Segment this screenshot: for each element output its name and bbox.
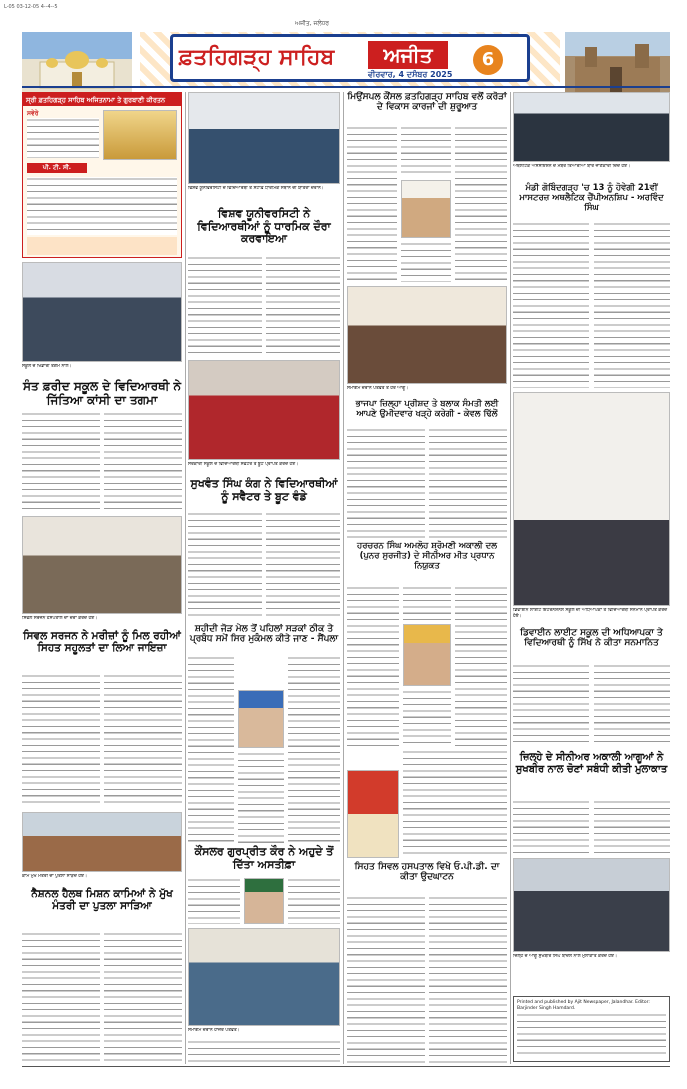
civil-surgeon-photo [22,516,182,614]
nhm-headline: ਨੈਸ਼ਨਲ ਹੈਲਥ ਮਿਸ਼ਨ ਕਾਮਿਆਂ ਨੇ ਮੁੱਖ ਮੰਤਰੀ ਦਾ ਪੁਤਲਾ ਸਾੜਿਆ [31,888,173,913]
sidebar-text-2 [27,177,177,235]
vishv-university-text-col2 [266,256,340,356]
page-number-badge: 6 [473,45,503,75]
jor-mel-text-col3 [238,752,284,846]
gobindgarh-text-col1 [513,222,589,388]
masthead-fort-photo [565,32,670,92]
nhm-photo [22,812,182,872]
gobindgarh-photo [513,92,670,162]
sidebar-text-1 [27,118,99,158]
councillor-headline: ਕੌਂਸਲਰ ਗੁਰਪ੍ਰੀਤ ਕੌਰ ਨੇ ਅਹੁਦੇ ਤੋਂ ਦਿੱਤਾ ਅਸਤੀਫ਼ਾ [194,845,334,871]
sukhwant-photo [188,360,340,460]
nhm-caption: ਕਾਮੇ ਮੁੱਖ ਮੰਤਰੀ ਦਾ ਪੁਤਲਾ ਸਾੜਦੇ ਹੋਏ। [22,874,88,879]
column-rule-2 [343,92,344,1064]
bjp-text-col1 [347,428,425,538]
civil-surgeon-caption: ਸਿਵਲ ਸਰਜਨ ਹਸਪਤਾਲ ਦਾ ਦੌਰਾ ਕਰਦੇ ਹੋਏ। [22,616,98,621]
civil-surgeon-text-col1 [22,674,100,806]
vishv-university-caption: ਵਿਸ਼ਵ ਯੂਨੀਵਰਸਿਟੀ ਦੇ ਵਿਦਿਆਰਥੀ ਤੇ ਸਟਾਫ਼ ਧਾਰਮਿਕ ਸਥਾਨ ਦੀ ਯਾਤਰਾ ਦੌਰਾਨ। [188,186,324,191]
tirath-text-col4 [455,126,507,282]
sukhwant-text-col2 [266,512,340,620]
bjp-headline: ਭਾਜਪਾ ਜ਼ਿਲ੍ਹਾ ਪ੍ਰੀਸ਼ਦ ਤੇ ਬਲਾਕ ਸੰਮਤੀ ਲਈ ਆਪਣੇ ਉਮੀਦਵਾਰ ਖੜ੍ਹੇ ਕਰੇਗੀ - ਕੇਵਲ ਢਿੱਲੋਂ [355,399,499,419]
tirath-portrait [401,180,451,238]
clinic-text-col3 [429,896,507,1064]
golden-temple-photo [103,110,177,160]
vishv-university-text-col1 [188,256,262,356]
tirath-text-col1 [347,126,397,282]
senior-akali-headline: ਜ਼ਿਲ੍ਹੇ ਦੇ ਸੀਨੀਅਰ ਅਕਾਲੀ ਆਗੂਆਂ ਨੇ ਸੁਖਬੀਰ ਨਾਲ ਚੋਣਾਂ ਸਬੰਧੀ ਕੀਤੀ ਮੁਲਾਕਾਤ [515,752,668,775]
bottom-event-caption: ਸਮਾਗਮ ਦੌਰਾਨ ਹਾਜ਼ਰ ਪਤਵੰਤੇ। [188,1028,240,1033]
temple-icon [22,32,132,92]
nhm-text-col1 [22,932,100,1062]
senior-akali-text-col2 [594,800,670,854]
masthead-temple-photo [22,32,132,92]
bottom-event-photo [188,928,340,1026]
gobindgarh-text-col2 [594,222,670,388]
sidebar-title: ਸ੍ਰੀ ਫ਼ਤਹਿਗੜ੍ਹ ਸਾਹਿਬ ਅਜਿਤਨਾਮਾ ਤੇ ਗੁਰਬਾਣੀ ਕੀਰਤਨ [23,93,181,106]
tirath-headline: ਮਿਉਂਸਪਲ ਕੌਂਸਲ ਫ਼ਤਹਿਗੜ੍ਹ ਸਾਹਿਬ ਵਲੋਂ ਕਰੋੜਾਂ ਦੇ ਵਿਕਾਸ ਕਾਰਜਾਂ ਦੀ ਸ਼ੁਰੂਆਤ [347,92,507,113]
bottom-rule [22,1066,670,1067]
sidebar-note [27,237,177,255]
issue-date: ਵੀਰਵਾਰ, 4 ਦਸੰਬਰ 2025 [368,70,453,79]
brand-logo: ਅਜੀਤ [368,41,448,69]
sant-farid-text-col2 [104,412,182,512]
masthead-title-box [170,34,530,82]
sidebar-label-2: ਪੀ. ਟੀ. ਸੀ. [27,163,87,173]
divine-light-caption: ਡਿਵਾਈਨ ਲਾਈਟ ਇੰਟਰਨੈਸ਼ਨਲ ਸਕੂਲ ਦੀ ਅਧਿਆਪਕਾ ਤੇ ਵਿਦਿਆਰਥੀ ਸਨਮਾਨ ਪ੍ਰਾਪਤ ਕਰਦੇ ਹੋਏ। [513,608,668,619]
harcharan-headline: ਹਰਚਰਨ ਸਿੰਘ ਅਮਲੋਹ ਸ਼੍ਰੋਮਣੀ ਅਕਾਲੀ ਦਲ (ਪੁਨਰ ਸੁਰਜੀਤ) ਦੇ ਸੀਨੀਅਰ ਮੀਤ ਪ੍ਰਧਾਨ ਨਿਯੁਕਤ [356,541,498,571]
sant-farid-text-col1 [22,412,100,512]
senior-akali-photo [513,858,670,952]
masthead-tagline: ਅਜੀਤ, ਜਲੰਧਰ [295,20,330,27]
jor-mel-portrait [238,690,284,748]
tirath-caption: ਸਮਾਗਮ ਦੌਰਾਨ ਪਤਵੰਤੇ ਤੇ ਹੋਰ ਆਗੂ। [347,386,409,391]
sidebar-box [22,92,182,258]
tirath-photo [347,286,507,384]
harcharan-text-col1 [347,586,399,746]
harcharan-text-col4 [455,586,507,746]
divine-light-text-col2 [594,664,670,744]
divine-light-photo [513,392,670,606]
fort-icon [565,32,670,92]
imprint-text: Printed and published by Ajit Newspaper, Jalandhar. Editor: Barjinder Singh Hamdard. [517,1000,650,1011]
sidebar-label-1: ਸਵੇਰੇ [27,110,39,117]
clinic-text-col2 [347,896,425,1064]
section-title: ਫ਼ਤਹਿਗੜ੍ਹ ਸਾਹਿਬ [179,45,335,70]
councillor-text-col2 [288,878,340,924]
councillor-text-col1 [188,878,240,924]
sukhwant-caption: ਸਰਕਾਰੀ ਸਕੂਲ ਦੇ ਵਿਦਿਆਰਥੀ ਸਵੈਟਰ ਤੇ ਬੂਟ ਪ੍ਰਾਪਤ ਕਰਦੇ ਹੋਏ। [188,462,299,467]
imprint-lines [517,1013,666,1057]
sant-farid-caption: ਸਕੂਲ ਦੇ ਖਿਡਾਰੀ ਤਗਮੇ ਨਾਲ। [22,364,72,369]
divine-light-text-col1 [513,664,589,744]
imprint-box [513,996,670,1062]
senior-akali-caption: ਜ਼ਿਲ੍ਹੇ ਦੇ ਆਗੂ ਸੁਖਬੀਰ ਸਿੰਘ ਬਾਦਲ ਨਾਲ ਮੁਲਾਕਾਤ ਕਰਦੇ ਹੋਏ। [513,954,618,959]
bottom-event-text [188,1040,340,1064]
bjp-text-col2 [429,428,507,538]
masthead [0,12,687,82]
tirath-text-col3 [401,242,451,282]
sukhwant-text-col1 [188,512,262,620]
harcharan-portrait [403,624,451,686]
vishv-university-headline: ਵਿਸ਼ਵ ਯੂਨੀਵਰਸਿਟੀ ਨੇ ਵਿਦਿਆਰਥੀਆਂ ਨੂੰ ਧਾਰਮਿਕ ਦੌਰਾ ਕਰਵਾਇਆ [197,207,331,246]
jor-mel-headline: ਸ਼ਹੀਦੀ ਜੋੜ ਮੇਲ ਤੋਂ ਪਹਿਲਾਂ ਸੜਕਾਂ ਠੀਕ ਤੇ ਪ੍ਰਬੰਧ ਸਮੇਂ ਸਿਰ ਮੁਕੰਮਲ ਕੀਤੇ ਜਾਣ - ਸੈਂਪਲਾ [189,624,339,645]
divine-light-headline: ਡਿਵਾਈਨ ਲਾਈਟ ਸਕੂਲ ਦੀ ਅਧਿਆਪਕਾ ਤੇ ਵਿਦਿਆਰਥੀ ਨੂੰ ਸਿੱਖ ਨੇ ਕੀਤਾ ਸਨਮਾਨਿਤ [520,628,663,649]
tirath-text-col2 [401,126,451,178]
jor-mel-text-col1 [188,656,234,846]
sant-farid-photo [22,262,182,362]
harcharan-text-col3 [403,690,451,746]
gobindgarh-caption: ਅਥਲੈਟਿਕ ਐਸੋਸੀਏਸ਼ਨ ਦੇ ਮੈਂਬਰ ਤਿਆਰੀਆਂ ਬਾਰੇ ਜਾਣਕਾਰੀ ਦਿੰਦੇ ਹੋਏ। [513,164,631,169]
print-slug: L-05 03-12-05 4--4--5 [4,4,58,10]
column-rule-3 [510,92,511,1064]
civil-surgeon-headline: ਸਿਵਲ ਸਰਜਨ ਨੇ ਮਰੀਜ਼ਾਂ ਨੂੰ ਮਿਲ ਰਹੀਆਂ ਸਿਹਤ ਸਹੂਲਤਾਂ ਦਾ ਲਿਆ ਜਾਇਜ਼ਾ [23,630,181,655]
sukhwant-headline: ਸੁਖਵੰਤ ਸਿੰਘ ਕੰਗ ਨੇ ਵਿਦਿਆਰਥੀਆਂ ਨੂੰ ਸਵੈਟਰ ਤੇ ਬੂਟ ਵੰਡੇ [190,477,338,503]
vishv-university-photo [188,92,340,184]
jor-mel-text-col2 [288,656,340,846]
clinic-headline: ਸਿਹਤ ਸਿਵਲ ਹਸਪਤਾਲ ਵਿਖੇ ਓ.ਪੀ.ਡੀ. ਦਾ ਕੀਤਾ ਉਦਘਾਟਨ [354,862,500,883]
clinic-text-col1 [403,750,507,858]
gobindgarh-headline: ਮੰਡੀ ਗੋਬਿੰਦਗੜ੍ਹ 'ਚ 13 ਨੂੰ ਹੋਵੇਗੀ 21ਵੀਂ ਮਾਸਟਰਜ਼ ਅਥਲੈਟਿਕ ਚੈਂਪੀਅਨਸ਼ਿਪ - ਅਰਵਿੰਦ ਸਿੰਘ [519,183,664,213]
senior-akali-text-col1 [513,800,589,854]
column-rule-1 [185,92,186,1064]
harcharan-text-col2 [403,586,451,622]
councillor-portrait [244,878,284,924]
nhm-text-col2 [104,932,182,1062]
clinic-photo [347,770,399,858]
civil-surgeon-text-col2 [104,674,182,806]
sant-farid-headline: ਸੰਤ ਫ਼ਰੀਦ ਸਕੂਲ ਦੇ ਵਿਦਿਆਰਥੀ ਨੇ ਜਿੱਤਿਆ ਕਾਂਸੀ ਦਾ ਤਗਮਾ [22,379,182,407]
masthead-rule [22,86,670,88]
